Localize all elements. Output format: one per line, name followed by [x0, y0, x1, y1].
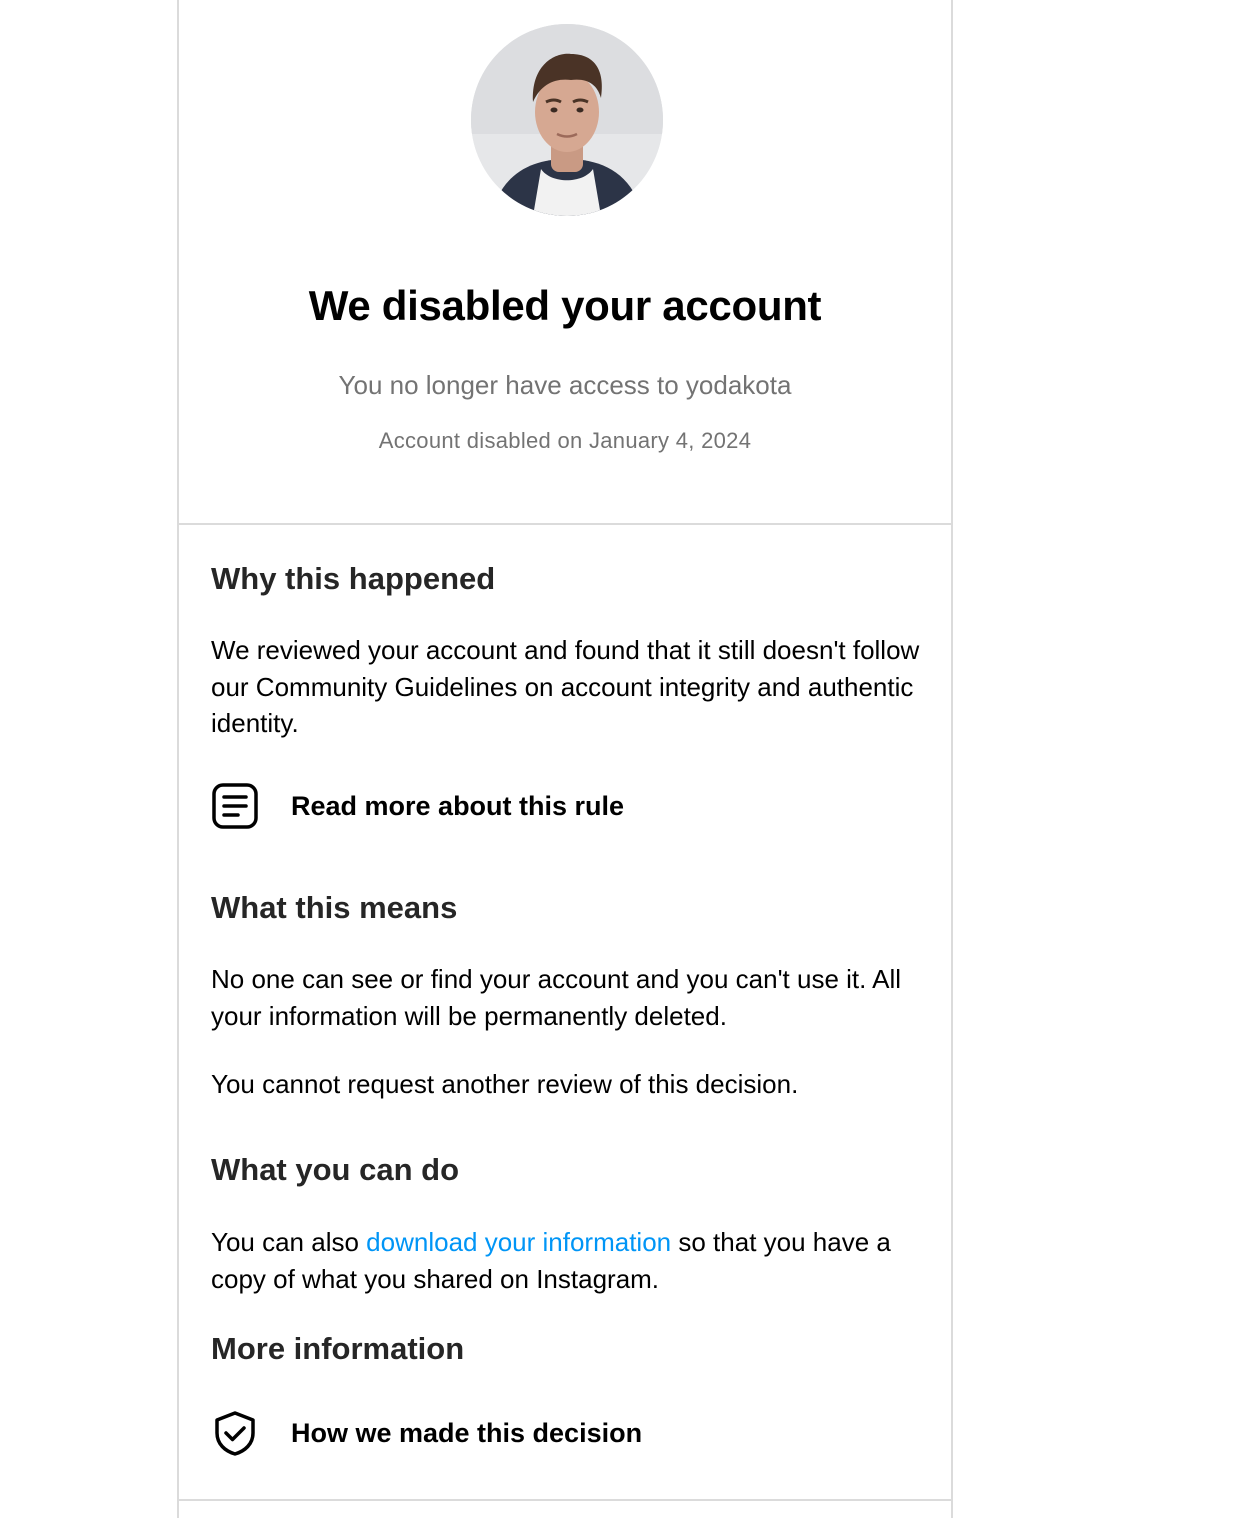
how-decision-made-label: How we made this decision — [291, 1417, 643, 1448]
means-heading: What this means — [211, 890, 458, 925]
how-decision-made-link[interactable] — [211, 1408, 642, 1458]
shield-check-icon — [211, 1409, 259, 1457]
disabled-account-card — [177, 0, 953, 1518]
can-do-heading: What you can do — [211, 1152, 459, 1187]
more-info-heading: More information — [211, 1331, 465, 1366]
header-section — [179, 0, 951, 525]
why-heading: Why this happened — [211, 561, 496, 596]
can-do-body — [211, 1224, 931, 1297]
disabled-date: Account disabled on January 4, 2024 — [378, 428, 752, 453]
means-body: No one can see or find your account and you can't use it. All your information will be permanently deleted. — [211, 964, 902, 1031]
access-message: You no longer have access to yodakota — [338, 370, 792, 400]
document-icon — [211, 782, 259, 830]
page-title: We disabled your account — [308, 282, 822, 329]
avatar — [471, 24, 663, 216]
bottom-divider — [179, 1499, 951, 1501]
read-more-rule-label: Read more about this rule — [291, 790, 625, 821]
why-body: We reviewed your account and found that it still doesn't follow our Community Guidelines on account integrity and authentic identity. — [211, 635, 920, 738]
can-do-prefix: You can also — [211, 1227, 367, 1257]
no-review-notice: You cannot request another review of this decision. — [211, 1069, 799, 1099]
download-information-link[interactable]: download your information — [366, 1227, 672, 1257]
can-do-suffix: so that you have a copy of what you shared on Instagram. — [211, 1227, 891, 1294]
avatar-photo — [471, 24, 663, 216]
read-more-rule-link[interactable] — [211, 781, 624, 831]
